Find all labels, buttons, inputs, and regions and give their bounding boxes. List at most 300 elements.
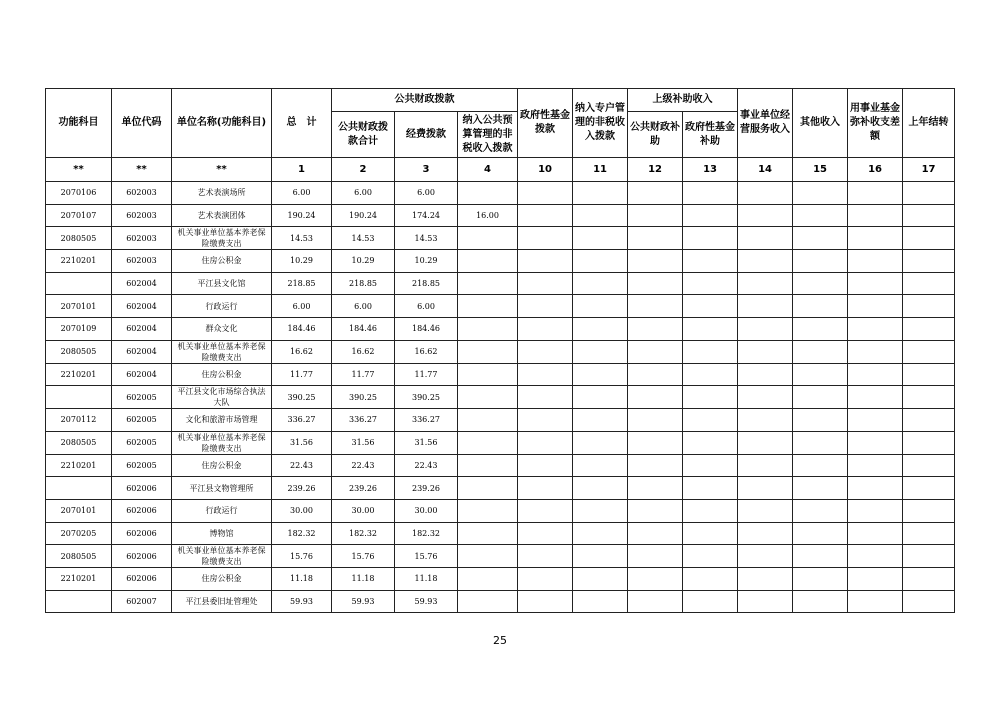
empty-cell <box>903 409 955 432</box>
empty-cell <box>628 317 683 340</box>
header-expense-alloc: 经费拨款 <box>395 112 458 158</box>
column-index-cell: 14 <box>738 158 793 182</box>
empty-cell <box>683 340 738 363</box>
fiscal-total-cell: 10.29 <box>332 250 395 273</box>
column-index-cell: 13 <box>683 158 738 182</box>
fiscal-total-cell: 6.00 <box>332 295 395 318</box>
expense-cell: 22.43 <box>395 454 458 477</box>
empty-cell <box>738 182 793 205</box>
func-code-cell: 2080505 <box>46 340 112 363</box>
unit-code-cell: 602003 <box>112 250 172 273</box>
header-public-fiscal: 公共财政拨款 <box>332 89 518 112</box>
total-cell: 15.76 <box>272 545 332 568</box>
empty-cell <box>848 250 903 273</box>
unit-code-cell: 602004 <box>112 295 172 318</box>
func-code-cell: 2210201 <box>46 250 112 273</box>
empty-cell <box>518 227 573 250</box>
empty-cell <box>738 545 793 568</box>
unit-name-cell: 住房公积金 <box>172 454 272 477</box>
empty-cell <box>683 227 738 250</box>
func-code-cell: 2070205 <box>46 522 112 545</box>
empty-cell <box>573 340 628 363</box>
empty-cell <box>628 204 683 227</box>
unit-name-cell: 行政运行 <box>172 295 272 318</box>
unit-code-cell: 602005 <box>112 386 172 409</box>
fiscal-total-cell: 14.53 <box>332 227 395 250</box>
total-cell: 218.85 <box>272 272 332 295</box>
empty-cell <box>573 431 628 454</box>
empty-cell <box>793 250 848 273</box>
header-other-income: 其他收入 <box>793 89 848 158</box>
unit-name-cell: 平江县文化馆 <box>172 272 272 295</box>
empty-cell <box>738 204 793 227</box>
unit-code-cell: 602005 <box>112 431 172 454</box>
header-superior-public-fiscal: 公共财政补助 <box>628 112 683 158</box>
unit-name-cell: 住房公积金 <box>172 568 272 591</box>
fiscal-total-cell: 6.00 <box>332 182 395 205</box>
unit-code-cell: 602003 <box>112 204 172 227</box>
unit-code-cell: 602006 <box>112 568 172 591</box>
empty-cell <box>738 340 793 363</box>
empty-cell <box>793 363 848 386</box>
empty-cell <box>793 317 848 340</box>
empty-cell <box>793 545 848 568</box>
empty-cell <box>848 295 903 318</box>
empty-cell <box>683 363 738 386</box>
empty-cell <box>683 295 738 318</box>
unit-code-cell: 602006 <box>112 522 172 545</box>
nontax-cell <box>458 522 518 545</box>
empty-cell <box>628 545 683 568</box>
unit-code-cell: 602005 <box>112 454 172 477</box>
nontax-cell <box>458 250 518 273</box>
unit-code-cell: 602004 <box>112 272 172 295</box>
empty-cell <box>518 182 573 205</box>
empty-cell <box>793 409 848 432</box>
empty-cell <box>793 182 848 205</box>
header-business-income: 事业单位经营服务收入 <box>738 89 793 158</box>
empty-cell <box>573 295 628 318</box>
empty-cell <box>683 499 738 522</box>
table-row <box>46 590 955 613</box>
empty-cell <box>738 590 793 613</box>
empty-cell <box>628 454 683 477</box>
empty-cell <box>848 386 903 409</box>
func-code-cell: 2080505 <box>46 431 112 454</box>
table-row <box>46 204 955 227</box>
empty-cell <box>518 522 573 545</box>
empty-cell <box>738 568 793 591</box>
nontax-cell <box>458 568 518 591</box>
empty-cell <box>518 295 573 318</box>
fiscal-total-cell: 336.27 <box>332 409 395 432</box>
empty-cell <box>848 182 903 205</box>
column-index-cell: 16 <box>848 158 903 182</box>
header-prior-carryover: 上年结转 <box>903 89 955 158</box>
unit-name-cell: 博物馆 <box>172 522 272 545</box>
empty-cell <box>518 250 573 273</box>
empty-cell <box>903 182 955 205</box>
func-code-cell: 2210201 <box>46 363 112 386</box>
total-cell: 31.56 <box>272 431 332 454</box>
unit-name-cell: 住房公积金 <box>172 250 272 273</box>
header-superior-gov-fund: 政府性基金补助 <box>683 112 738 158</box>
func-code-cell <box>46 272 112 295</box>
nontax-cell <box>458 590 518 613</box>
nontax-cell <box>458 409 518 432</box>
func-code-cell: 2080505 <box>46 227 112 250</box>
empty-cell <box>793 454 848 477</box>
empty-cell <box>738 250 793 273</box>
total-cell: 184.46 <box>272 317 332 340</box>
table-row <box>46 227 955 250</box>
empty-cell <box>573 317 628 340</box>
func-code-cell <box>46 590 112 613</box>
total-cell: 336.27 <box>272 409 332 432</box>
empty-cell <box>903 545 955 568</box>
empty-cell <box>848 431 903 454</box>
empty-cell <box>573 409 628 432</box>
fiscal-total-cell: 184.46 <box>332 317 395 340</box>
empty-cell <box>628 499 683 522</box>
table-row <box>46 295 955 318</box>
expense-cell: 30.00 <box>395 499 458 522</box>
nontax-cell <box>458 182 518 205</box>
unit-name-cell: 文化和旅游市场管理 <box>172 409 272 432</box>
empty-cell <box>628 431 683 454</box>
table-row <box>46 250 955 273</box>
unit-name-cell: 机关事业单位基本养老保险缴费支出 <box>172 340 272 363</box>
empty-cell <box>903 272 955 295</box>
empty-cell <box>903 454 955 477</box>
nontax-cell <box>458 499 518 522</box>
fiscal-total-cell: 218.85 <box>332 272 395 295</box>
func-code-cell: 2070101 <box>46 499 112 522</box>
total-cell: 10.29 <box>272 250 332 273</box>
expense-cell: 31.56 <box>395 431 458 454</box>
empty-cell <box>518 386 573 409</box>
unit-name-cell: 平江县文化市场综合执法大队 <box>172 386 272 409</box>
header-nontax-budget: 纳入公共预算管理的非税收入拨款 <box>458 112 518 158</box>
table-row <box>46 182 955 205</box>
empty-cell <box>738 227 793 250</box>
empty-cell <box>683 590 738 613</box>
unit-name-cell: 平江县文物管理所 <box>172 477 272 500</box>
empty-cell <box>903 477 955 500</box>
func-code-cell: 2070106 <box>46 182 112 205</box>
empty-cell <box>628 477 683 500</box>
nontax-cell <box>458 227 518 250</box>
empty-cell <box>848 477 903 500</box>
unit-name-cell: 住房公积金 <box>172 363 272 386</box>
table-row <box>46 545 955 568</box>
empty-cell <box>738 295 793 318</box>
expense-cell: 184.46 <box>395 317 458 340</box>
empty-cell <box>738 386 793 409</box>
header-public-fiscal-total: 公共财政拨款合计 <box>332 112 395 158</box>
header-total: 总 计 <box>272 89 332 158</box>
column-index-cell: 1 <box>272 158 332 182</box>
empty-cell <box>573 568 628 591</box>
nontax-cell <box>458 386 518 409</box>
total-cell: 6.00 <box>272 182 332 205</box>
empty-cell <box>628 295 683 318</box>
empty-cell <box>903 568 955 591</box>
empty-cell <box>738 272 793 295</box>
empty-cell <box>903 317 955 340</box>
empty-cell <box>848 545 903 568</box>
total-cell: 14.53 <box>272 227 332 250</box>
fiscal-total-cell: 16.62 <box>332 340 395 363</box>
unit-code-cell: 602005 <box>112 409 172 432</box>
column-index-cell: 2 <box>332 158 395 182</box>
total-cell: 190.24 <box>272 204 332 227</box>
fiscal-total-cell: 30.00 <box>332 499 395 522</box>
nontax-cell <box>458 363 518 386</box>
empty-cell <box>573 477 628 500</box>
empty-cell <box>738 409 793 432</box>
expense-cell: 218.85 <box>395 272 458 295</box>
func-code-cell: 2070107 <box>46 204 112 227</box>
empty-cell <box>518 409 573 432</box>
fiscal-total-cell: 31.56 <box>332 431 395 454</box>
fiscal-total-cell: 22.43 <box>332 454 395 477</box>
empty-cell <box>573 545 628 568</box>
fiscal-total-cell: 190.24 <box>332 204 395 227</box>
table-row <box>46 363 955 386</box>
empty-cell <box>848 522 903 545</box>
nontax-cell <box>458 295 518 318</box>
table-row <box>46 431 955 454</box>
empty-cell <box>683 522 738 545</box>
func-code-cell <box>46 386 112 409</box>
empty-cell <box>518 499 573 522</box>
fiscal-total-cell: 11.77 <box>332 363 395 386</box>
total-cell: 6.00 <box>272 295 332 318</box>
expense-cell: 336.27 <box>395 409 458 432</box>
table-row <box>46 568 955 591</box>
empty-cell <box>793 477 848 500</box>
func-code-cell: 2080505 <box>46 545 112 568</box>
empty-cell <box>683 272 738 295</box>
expense-cell: 174.24 <box>395 204 458 227</box>
header-unit-code: 单位代码 <box>112 89 172 158</box>
expense-cell: 239.26 <box>395 477 458 500</box>
column-index-cell: ** <box>46 158 112 182</box>
empty-cell <box>628 409 683 432</box>
empty-cell <box>683 454 738 477</box>
empty-cell <box>518 317 573 340</box>
empty-cell <box>628 272 683 295</box>
budget-table <box>45 88 955 613</box>
unit-name-cell: 平江县委旧址管理处 <box>172 590 272 613</box>
page-number: 25 <box>493 634 507 647</box>
empty-cell <box>848 227 903 250</box>
empty-cell <box>903 522 955 545</box>
expense-cell: 390.25 <box>395 386 458 409</box>
header-superior-subsidy: 上级补助收入 <box>628 89 738 112</box>
empty-cell <box>518 590 573 613</box>
unit-code-cell: 602004 <box>112 340 172 363</box>
empty-cell <box>848 340 903 363</box>
empty-cell <box>903 204 955 227</box>
unit-code-cell: 602006 <box>112 477 172 500</box>
empty-cell <box>738 454 793 477</box>
empty-cell <box>683 182 738 205</box>
fiscal-total-cell: 11.18 <box>332 568 395 591</box>
unit-name-cell: 艺术表演团体 <box>172 204 272 227</box>
empty-cell <box>793 272 848 295</box>
empty-cell <box>683 386 738 409</box>
empty-cell <box>903 363 955 386</box>
func-code-cell: 2210201 <box>46 454 112 477</box>
empty-cell <box>793 590 848 613</box>
column-index-cell: ** <box>172 158 272 182</box>
empty-cell <box>848 568 903 591</box>
expense-cell: 11.77 <box>395 363 458 386</box>
fiscal-total-cell: 59.93 <box>332 590 395 613</box>
expense-cell: 16.62 <box>395 340 458 363</box>
func-code-cell: 2070101 <box>46 295 112 318</box>
expense-cell: 182.32 <box>395 522 458 545</box>
unit-name-cell: 机关事业单位基本养老保险缴费支出 <box>172 431 272 454</box>
expense-cell: 14.53 <box>395 227 458 250</box>
empty-cell <box>903 431 955 454</box>
column-index-cell: 15 <box>793 158 848 182</box>
nontax-cell <box>458 272 518 295</box>
nontax-cell <box>458 477 518 500</box>
empty-cell <box>573 363 628 386</box>
total-cell: 11.18 <box>272 568 332 591</box>
expense-cell: 6.00 <box>395 295 458 318</box>
empty-cell <box>573 454 628 477</box>
unit-name-cell: 机关事业单位基本养老保险缴费支出 <box>172 545 272 568</box>
empty-cell <box>628 568 683 591</box>
column-index-row <box>46 158 955 182</box>
empty-cell <box>903 250 955 273</box>
column-index-cell: 17 <box>903 158 955 182</box>
empty-cell <box>518 568 573 591</box>
fiscal-total-cell: 182.32 <box>332 522 395 545</box>
empty-cell <box>793 522 848 545</box>
empty-cell <box>573 386 628 409</box>
unit-code-cell: 602003 <box>112 182 172 205</box>
unit-name-cell: 群众文化 <box>172 317 272 340</box>
empty-cell <box>903 590 955 613</box>
column-index-cell: 11 <box>573 158 628 182</box>
empty-cell <box>848 363 903 386</box>
empty-cell <box>848 272 903 295</box>
nontax-cell <box>458 340 518 363</box>
empty-cell <box>573 204 628 227</box>
unit-code-cell: 602004 <box>112 317 172 340</box>
unit-name-cell: 机关事业单位基本养老保险缴费支出 <box>172 227 272 250</box>
total-cell: 30.00 <box>272 499 332 522</box>
column-index-cell: 12 <box>628 158 683 182</box>
unit-code-cell: 602007 <box>112 590 172 613</box>
nontax-cell <box>458 317 518 340</box>
empty-cell <box>793 204 848 227</box>
func-code-cell <box>46 477 112 500</box>
expense-cell: 59.93 <box>395 590 458 613</box>
table-row <box>46 522 955 545</box>
total-cell: 59.93 <box>272 590 332 613</box>
empty-cell <box>903 386 955 409</box>
expense-cell: 15.76 <box>395 545 458 568</box>
empty-cell <box>518 204 573 227</box>
empty-cell <box>683 250 738 273</box>
header-unit-name: 单位名称(功能科目) <box>172 89 272 158</box>
empty-cell <box>573 590 628 613</box>
unit-code-cell: 602006 <box>112 545 172 568</box>
empty-cell <box>683 477 738 500</box>
nontax-cell <box>458 545 518 568</box>
empty-cell <box>573 272 628 295</box>
empty-cell <box>518 431 573 454</box>
empty-cell <box>683 409 738 432</box>
empty-cell <box>518 340 573 363</box>
empty-cell <box>903 499 955 522</box>
empty-cell <box>738 477 793 500</box>
table-row <box>46 409 955 432</box>
total-cell: 239.26 <box>272 477 332 500</box>
empty-cell <box>903 340 955 363</box>
nontax-cell <box>458 431 518 454</box>
empty-cell <box>628 590 683 613</box>
empty-cell <box>573 250 628 273</box>
empty-cell <box>628 340 683 363</box>
empty-cell <box>628 227 683 250</box>
fiscal-total-cell: 390.25 <box>332 386 395 409</box>
empty-cell <box>628 386 683 409</box>
empty-cell <box>793 227 848 250</box>
nontax-cell: 16.00 <box>458 204 518 227</box>
table-row <box>46 477 955 500</box>
empty-cell <box>683 431 738 454</box>
column-index-cell: 3 <box>395 158 458 182</box>
table-row <box>46 386 955 409</box>
unit-name-cell: 行政运行 <box>172 499 272 522</box>
expense-cell: 10.29 <box>395 250 458 273</box>
empty-cell <box>793 386 848 409</box>
header-gov-fund: 政府性基金拨款 <box>518 89 573 158</box>
empty-cell <box>573 522 628 545</box>
empty-cell <box>518 477 573 500</box>
empty-cell <box>848 409 903 432</box>
empty-cell <box>738 522 793 545</box>
unit-code-cell: 602006 <box>112 499 172 522</box>
empty-cell <box>683 568 738 591</box>
empty-cell <box>628 250 683 273</box>
column-index-cell: 4 <box>458 158 518 182</box>
empty-cell <box>628 522 683 545</box>
func-code-cell: 2070109 <box>46 317 112 340</box>
empty-cell <box>793 340 848 363</box>
nontax-cell <box>458 454 518 477</box>
total-cell: 11.77 <box>272 363 332 386</box>
total-cell: 22.43 <box>272 454 332 477</box>
total-cell: 390.25 <box>272 386 332 409</box>
fiscal-total-cell: 15.76 <box>332 545 395 568</box>
empty-cell <box>683 317 738 340</box>
empty-cell <box>628 363 683 386</box>
empty-cell <box>793 499 848 522</box>
empty-cell <box>848 317 903 340</box>
column-index-cell: ** <box>112 158 172 182</box>
unit-name-cell: 艺术表演场所 <box>172 182 272 205</box>
unit-code-cell: 602003 <box>112 227 172 250</box>
table-row <box>46 272 955 295</box>
